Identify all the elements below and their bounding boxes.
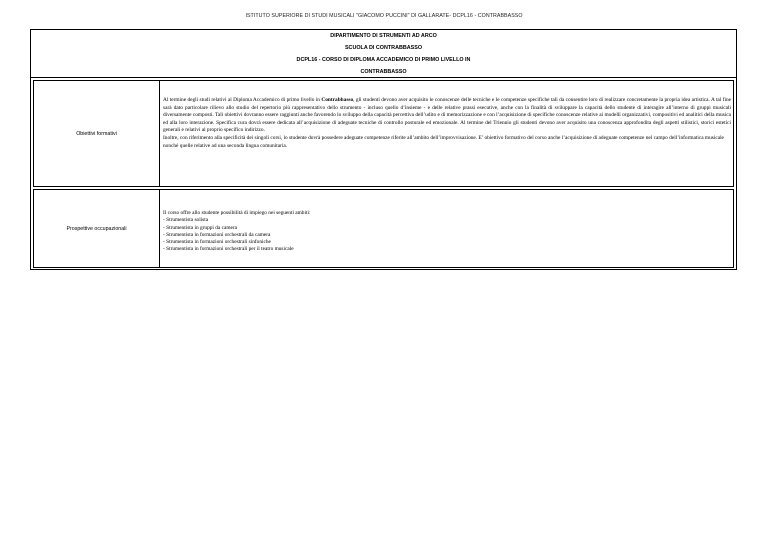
table-header bbox=[31, 30, 736, 78]
objectives-paragraph-2: Inoltre, con riferimento alla specificità dei singoli corsi, lo studente dovrà possedere adeguate competenze riferite all’ambito dell’improvvisazione. E’ obiettivo formativo del corso anche l’acquisizione di adeguate competenze nel campo dell’informatica musicale nonché quelle relative ad una seconda lingua comunitaria. bbox=[163, 134, 724, 149]
careers-list bbox=[163, 217, 731, 253]
list-item: - Strumentista in formazioni orchestrali sinfoniche bbox=[163, 239, 271, 246]
list-item: - Strumentista in formazioni orchestrali per il teatro musicale bbox=[163, 246, 294, 253]
list-item: - Strumentista in formazioni orchestrali da camera bbox=[163, 231, 271, 238]
objectives-text-rest: , gli studenti devono aver acquisito le conoscenze delle tecniche e le competenze specifiche tali da consentire loro di realizzare concretamente la propria idea artistica. A tal fine sarà dato particolare rilievo allo studio del repertorio più rappresentativo dello strumento - incluso quello d’insieme - e delle relative prassi esecutive, anche con la finalità di sviluppare la capacità dello studente di interagire all’interno di gruppi musicali diversamente composti. Tali obiettivi dovranno essere raggiunti anche favorendo lo sviluppo della capacità percettiva dell’udito e di memorizzazione e con l’acquisizione di specifiche conoscenze relative ai modelli organizzativi, compositivi ed analitici della musica ed alla loro interazione. Specifica cura dovrà essere dedicata all’acquisizione di adeguate tecniche di controllo posturale ed emozionale. Al termine del Triennio gli studenti devono aver acquisito una conoscenza approfondita degli aspetti stilistici, storici estetici generali e relativi al proprio specifico indirizzo. bbox=[163, 97, 731, 134]
course-table bbox=[30, 29, 737, 270]
row-content-careers bbox=[163, 190, 731, 267]
course-subject: CONTRABBASSO bbox=[360, 69, 407, 75]
objectives-instrument-bold: Contrabbasso bbox=[321, 97, 354, 103]
row-label-objectives: Obiettivi formativi bbox=[34, 81, 160, 186]
department-title: DIPARTIMENTO DI STRUMENTI AD ARCO bbox=[330, 33, 437, 39]
list-item: - Strumentista solista bbox=[163, 217, 209, 224]
row-content-objectives bbox=[163, 81, 731, 186]
course-title: DCPL16 - CORSO DI DIPLOMA ACCADEMICO DI PRIMO LIVELLO IN bbox=[296, 57, 471, 63]
row-label-careers: Prospettive occupazionali bbox=[34, 190, 160, 267]
careers-intro: Il corso offre allo studente possibilità di impiego nei seguenti ambiti: bbox=[163, 210, 311, 216]
objectives-text-start: Al termine degli studi relativi al Diploma Accademico di primo livello in bbox=[163, 97, 322, 103]
table-row-careers bbox=[33, 189, 734, 268]
list-item: - Strumentista in gruppi da camera bbox=[163, 224, 238, 231]
table-row-objectives bbox=[33, 80, 734, 187]
objectives-paragraph-1 bbox=[163, 97, 731, 135]
school-title: SCUOLA DI CONTRABBASSO bbox=[344, 45, 423, 51]
running-header: ISTITUTO SUPERIORE DI STUDI MUSICALI "GIACOMO PUCCINI" DI GALLARATE- DCPL16 - CONTRABBASSO bbox=[245, 13, 523, 19]
